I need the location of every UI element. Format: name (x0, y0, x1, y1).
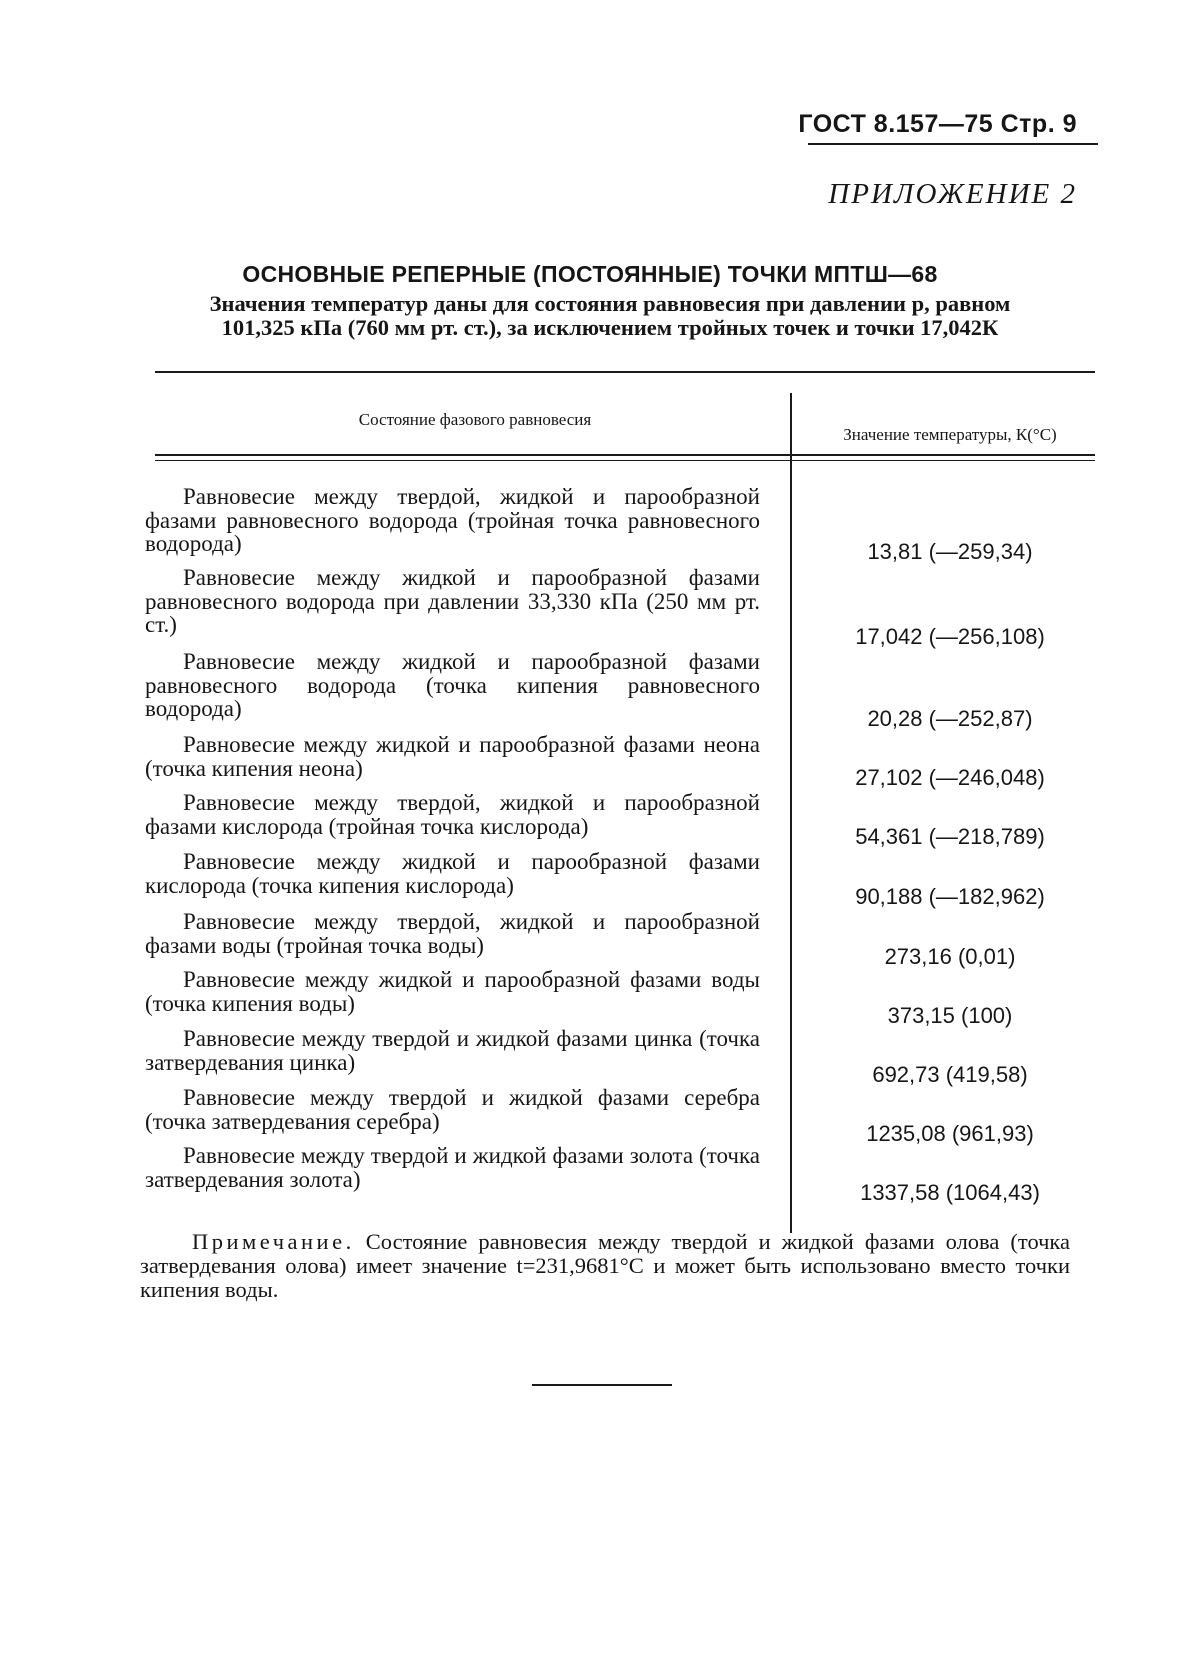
row-state: Равновесие между твердой, жидкой и парообразной фазами воды (тройная точка воды) (145, 909, 760, 958)
row-temperature: 1337,58 (1064,43) (860, 1180, 1040, 1205)
row-state: Равновесие между жидкой и парообразной фазами кислорода (точка кипения кислорода) (145, 849, 760, 898)
table-top-rule (155, 371, 1095, 373)
row-temperature: 90,188 (—182,962) (855, 884, 1045, 909)
row-state: Равновесие между жидкой и парообразной фазами равновесного водорода при давлении 33,330 кПа (250 мм рт. ст.) (145, 565, 760, 637)
table-note (140, 1230, 1070, 1302)
row-state: Равновесие между твердой и жидкой фазами цинка (точка затвердевания цинка) (145, 1026, 760, 1075)
header-rule (808, 143, 1098, 145)
standard-number: ГОСТ 8.157—75 (798, 110, 994, 138)
page-number: Стр. 9 (1000, 110, 1077, 138)
row-temperature: 20,28 (—252,87) (867, 706, 1033, 731)
row-state: Равновесие между жидкой и парообразной фазами равновесного водорода (точка кипения равновесного водорода) (145, 649, 760, 721)
page-header (798, 110, 1077, 139)
row-state: Равновесие между жидкой и парообразной фазами неона (точка кипения неона) (145, 732, 760, 781)
table-column-divider (790, 393, 792, 1233)
row-temperature: 273,16 (0,01) (884, 944, 1016, 969)
note-text: Состояние равновесия между твердой и жидкой фазами олова (точка затвердевания олова) имеет значение t=231,9681°С и может быть использовано вместо точки кипения воды. (140, 1229, 1071, 1302)
row-state: Равновесие между твердой и жидкой фазами золота (точка затвердевания золота) (145, 1143, 760, 1192)
document-title: ОСНОВНЫЕ РЕПЕРНЫЕ (ПОСТОЯННЫЕ) ТОЧКИ МПТШ—68 (242, 261, 938, 287)
row-temperature: 373,15 (100) (887, 1003, 1013, 1028)
row-state: Равновесие между твердой, жидкой и парообразной фазами равновесного водорода (тройная точка равновесного водорода) (145, 484, 760, 556)
column-header-state: Состояние фазового равновесия (358, 410, 592, 429)
row-temperature: 54,361 (—218,789) (855, 824, 1045, 849)
row-temperature: 1235,08 (961,93) (866, 1121, 1034, 1146)
row-temperature: 13,81 (—259,34) (867, 539, 1033, 564)
table-header-rule (155, 454, 1095, 456)
appendix-label: ПРИЛОЖЕНИЕ 2 (828, 178, 1077, 210)
row-state: Равновесие между твердой и жидкой фазами серебра (точка затвердевания серебра) (145, 1085, 760, 1134)
end-rule (532, 1384, 672, 1386)
row-state: Равновесие между жидкой и парообразной фазами воды (точка кипения воды) (145, 967, 760, 1016)
column-header-temperature: Значение температуры, К(°С) (843, 425, 1057, 444)
document-subtitle: Значения температур даны для состояния равновесия при давлении p, равном 101,325 кПа (760 мм рт. ст.), за исключением тройных точек и точки 17,042К (209, 291, 1011, 340)
row-temperature: 17,042 (—256,108) (855, 624, 1045, 649)
row-temperature: 692,73 (419,58) (872, 1062, 1028, 1087)
table-header-rule-thin (155, 460, 1095, 461)
note-label: Примечание. (192, 1229, 355, 1254)
row-temperature: 27,102 (—246,048) (855, 765, 1045, 790)
row-state: Равновесие между твердой, жидкой и парообразной фазами кислорода (тройная точка кислорода) (145, 790, 760, 839)
